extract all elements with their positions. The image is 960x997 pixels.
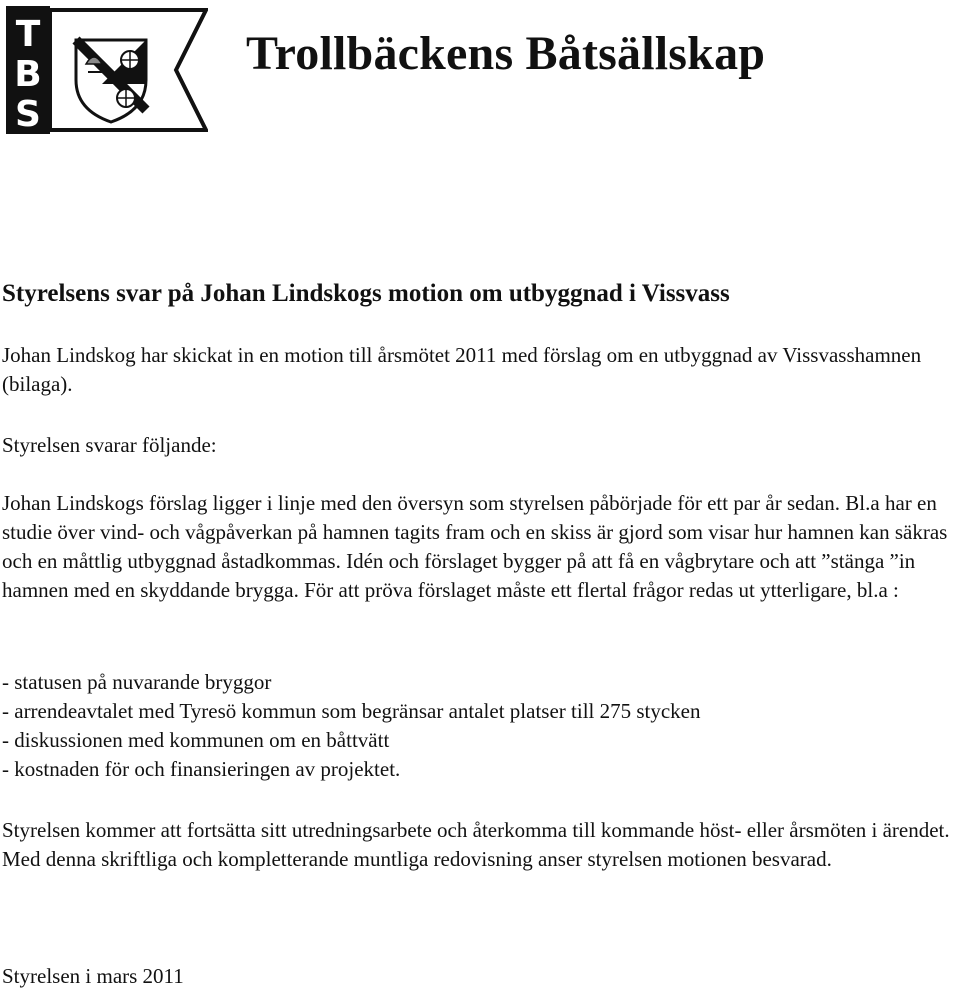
page-title: Trollbäckens Båtsällskap bbox=[246, 27, 766, 80]
svg-text:B: B bbox=[14, 54, 42, 95]
conclusion-paragraph: Styrelsen kommer att fortsätta sitt utredningsarbete och återkomma till kommande höst- eller årsmöten i ärendet. Med denna skriftliga och kompletterande muntliga redovisning anser styrelsen motionen besvarad. bbox=[2, 818, 950, 871]
document-heading: Styrelsens svar på Johan Lindskogs motion om utbyggnad i Vissvass bbox=[2, 280, 730, 307]
svg-text:S: S bbox=[15, 94, 41, 135]
list-item: - arrendeavtalet med Tyresö kommun som begränsar antalet platser till 275 stycken bbox=[2, 699, 701, 723]
intro-paragraph: Johan Lindskog har skickat in en motion till årsmötet 2011 med förslag om en utbyggnad av Vissvasshamnen (bilaga). bbox=[2, 343, 922, 396]
svg-text:T: T bbox=[15, 14, 41, 55]
answer-lead: Styrelsen svarar följande: bbox=[2, 433, 217, 457]
signature: Styrelsen i mars 2011 bbox=[2, 964, 184, 988]
list-item: - kostnaden för och finansieringen av projektet. bbox=[2, 757, 401, 781]
tbs-logo bbox=[6, 6, 208, 140]
issue-list bbox=[2, 668, 958, 784]
list-item: - statusen på nuvarande bryggor bbox=[2, 670, 272, 694]
tbs-logo-image bbox=[6, 6, 208, 140]
body-paragraph: Johan Lindskogs förslag ligger i linje med den översyn som styrelsen påbörjade för ett par år sedan. Bl.a har en studie över vind- och vågpåverkan på hamnen tagits fram och en skiss är gjord som visar hur hamnen kan säkras och en måttlig utbyggnad åstadkommas. Idén och förslaget bygger på att få en vågbrytare och att ”stänga ”in hamnen med en skyddande brygga. För att pröva förslaget måste ett flertal frågor redas ut ytterligare, bl.a : bbox=[2, 491, 948, 602]
list-item: - diskussionen med kommunen om en båttvätt bbox=[2, 728, 390, 752]
